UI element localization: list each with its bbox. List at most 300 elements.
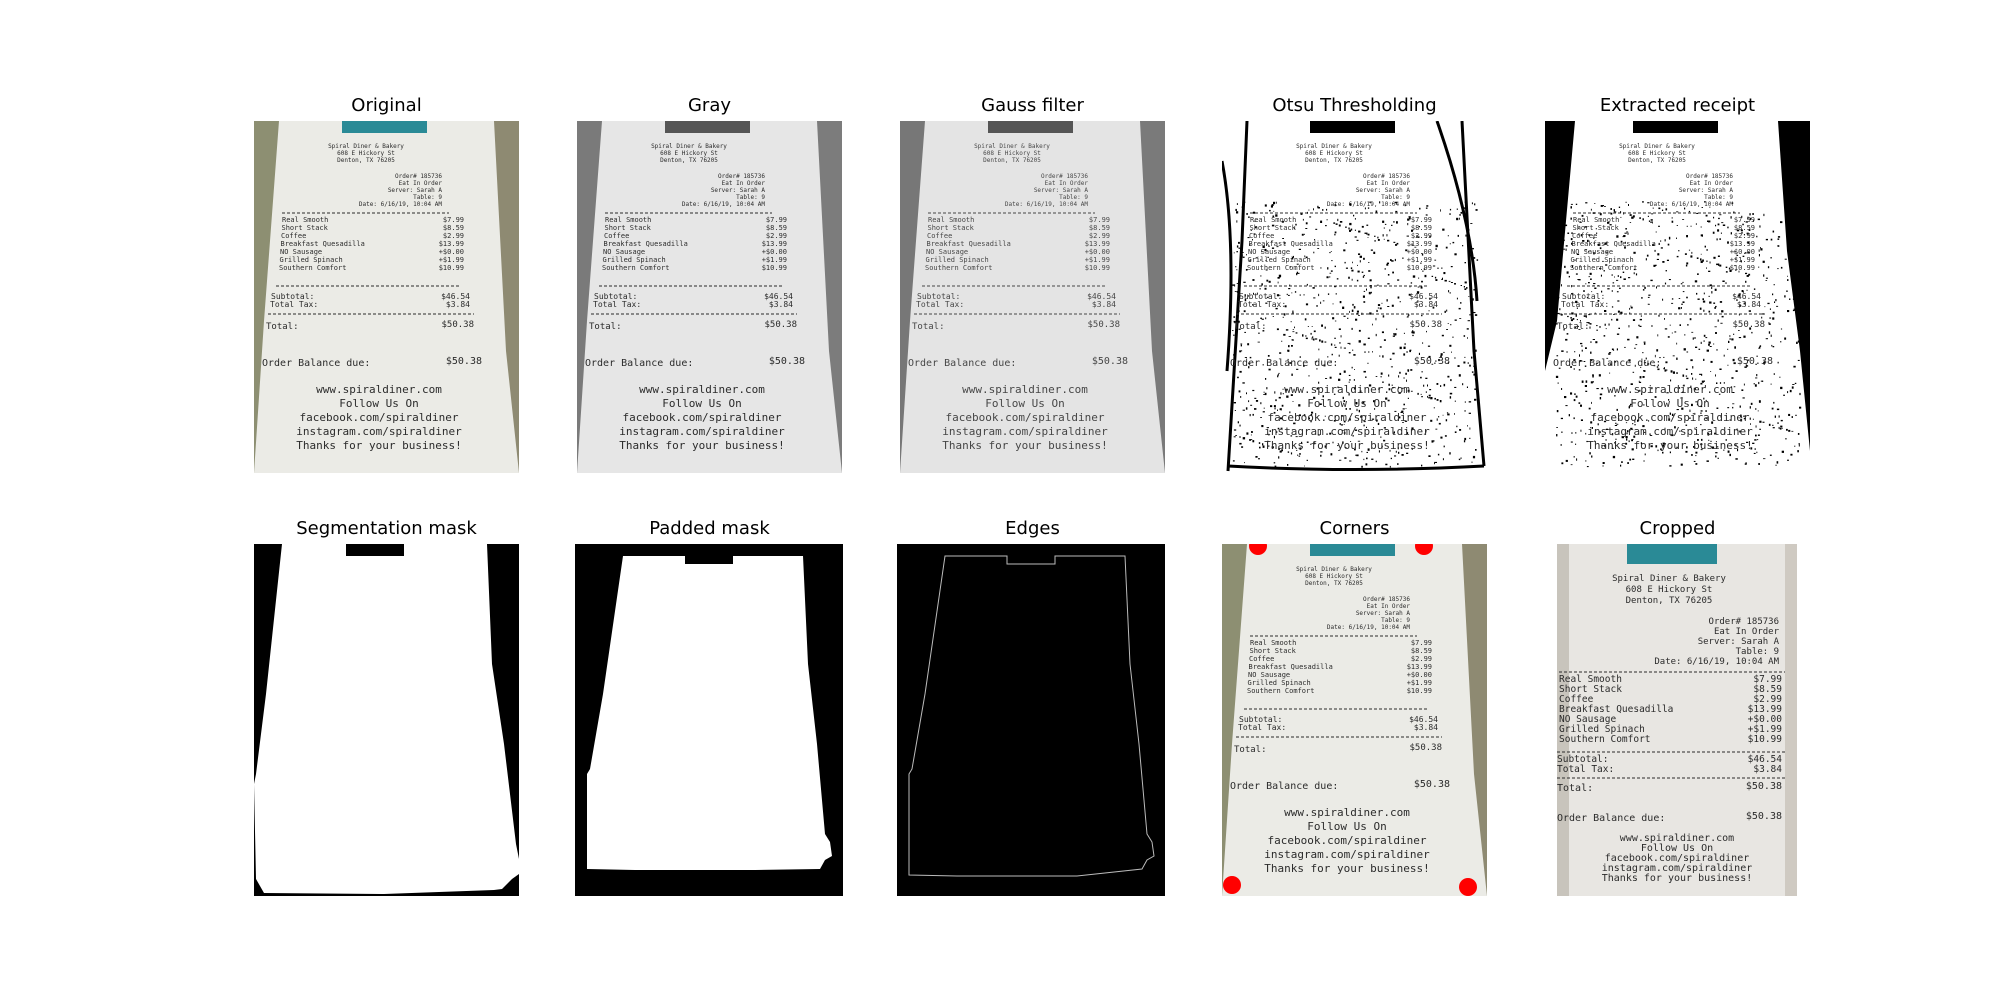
noise-speck (1472, 338, 1473, 339)
receipt-item-name: Short Stack (281, 224, 328, 232)
noise-speck (1614, 277, 1615, 278)
noise-speck (1366, 225, 1368, 226)
receipt-item-price: $8.59 (442, 224, 464, 232)
receipt-balance-label: Order Balance due: (262, 358, 371, 369)
receipt-footer-line: www.spiraldiner.com (1607, 383, 1733, 396)
receipt-item-price: +$1.99 (1729, 256, 1755, 264)
noise-speck (1738, 330, 1740, 331)
noise-speck (1711, 361, 1713, 363)
receipt-item-price: +$0.00 (1729, 248, 1755, 256)
noise-speck (1328, 293, 1329, 295)
noise-speck (1469, 401, 1471, 402)
noise-speck (1244, 202, 1245, 203)
noise-speck (1397, 463, 1399, 465)
noise-speck (1769, 424, 1771, 426)
noise-speck (1629, 325, 1630, 327)
noise-speck (1676, 358, 1677, 360)
noise-speck (1428, 455, 1430, 457)
noise-speck (1322, 209, 1323, 211)
noise-speck (1630, 222, 1631, 223)
noise-speck (1422, 371, 1423, 373)
receipt-order-info: Server: Sarah A (387, 187, 442, 194)
noise-speck (1243, 282, 1245, 283)
noise-speck (1237, 291, 1238, 293)
noise-speck (1467, 425, 1468, 426)
noise-speck (1476, 209, 1478, 211)
receipt-footer-line: Thanks for your business! (296, 439, 462, 452)
panel-title-cropped: Cropped (1639, 518, 1716, 539)
noise-speck (1262, 443, 1263, 445)
noise-speck (1444, 384, 1446, 386)
noise-speck (1406, 380, 1407, 382)
noise-speck (1776, 306, 1778, 307)
noise-speck (1796, 311, 1797, 313)
receipt-order-info: Eat In Order (1366, 180, 1410, 187)
noise-speck (1363, 459, 1364, 460)
noise-speck (1758, 463, 1760, 465)
noise-speck (1621, 217, 1622, 218)
noise-speck (1304, 294, 1305, 295)
noise-speck (1633, 372, 1635, 373)
noise-speck (1252, 390, 1254, 391)
noise-speck (1402, 454, 1404, 456)
noise-speck (1790, 220, 1792, 222)
noise-speck (1773, 346, 1775, 347)
receipt-tax-label: Total Tax: (1557, 764, 1615, 775)
noise-speck (1585, 202, 1587, 203)
noise-speck (1768, 266, 1769, 268)
receipt-order-info: Table: 9 (1381, 194, 1410, 201)
receipt-item-price: +$1.99 (761, 256, 787, 264)
noise-speck (1756, 236, 1757, 238)
noise-speck (1356, 455, 1358, 457)
noise-speck (1440, 385, 1441, 387)
noise-speck (1686, 369, 1688, 370)
noise-speck (1616, 235, 1618, 237)
noise-speck (1612, 290, 1613, 291)
padded-mask (575, 544, 843, 896)
noise-speck (1469, 242, 1471, 243)
noise-speck (1382, 221, 1384, 223)
noise-speck (1395, 211, 1397, 212)
noise-speck (1570, 317, 1571, 319)
noise-speck (1744, 384, 1745, 386)
noise-speck (1278, 373, 1279, 374)
noise-speck (1307, 284, 1308, 286)
receipt-item-name: Short Stack (604, 224, 651, 232)
noise-speck (1717, 229, 1719, 231)
noise-speck (1567, 271, 1569, 273)
noise-speck (1555, 312, 1557, 313)
noise-speck (1771, 384, 1772, 385)
noise-speck (1405, 373, 1407, 375)
noise-speck (1336, 223, 1338, 225)
noise-speck (1384, 239, 1385, 240)
receipt-footer-line: facebook.com/spiraldiner (945, 411, 1105, 424)
noise-speck (1459, 214, 1461, 215)
noise-speck (1640, 326, 1642, 327)
noise-speck (1313, 287, 1315, 289)
noise-speck (1681, 304, 1683, 305)
receipt-order-info: Date: 6/16/19, 10:04 AM (358, 201, 442, 208)
noise-speck (1325, 342, 1327, 343)
noise-speck (1393, 221, 1395, 222)
noise-speck (1761, 317, 1762, 319)
noise-speck (1368, 338, 1370, 339)
receipt-order-info: Table: 9 (1381, 617, 1410, 624)
noise-speck (1785, 206, 1786, 208)
receipt-footer-line: Follow Us On (1640, 843, 1714, 854)
noise-speck (1780, 387, 1782, 389)
noise-speck (1698, 299, 1700, 300)
noise-speck (1763, 422, 1765, 423)
panel-title-gray: Gray (687, 95, 732, 116)
noise-speck (1772, 425, 1773, 426)
receipt-item-name: Southern Comfort (1570, 264, 1638, 272)
noise-speck (1319, 339, 1321, 341)
noise-speck (1376, 334, 1377, 336)
noise-speck (1253, 212, 1255, 214)
noise-speck (1798, 433, 1800, 435)
noise-speck (1715, 456, 1716, 458)
noise-speck (1558, 383, 1559, 384)
noise-speck (1236, 211, 1238, 213)
noise-speck (1690, 255, 1692, 257)
noise-speck (1438, 454, 1439, 456)
noise-speck (1683, 291, 1685, 292)
noise-speck (1330, 377, 1332, 379)
noise-speck (1252, 440, 1254, 442)
receipt-subtotal-label: Subtotal: (917, 292, 961, 301)
noise-speck (1349, 461, 1351, 462)
noise-speck (1241, 254, 1243, 256)
noise-speck (1715, 326, 1717, 327)
noise-speck (1461, 458, 1462, 459)
noise-speck (1731, 216, 1732, 218)
noise-speck (1670, 325, 1671, 326)
noise-speck (1261, 425, 1263, 427)
noise-speck (1687, 324, 1688, 326)
receipt-item-price: +$1.99 (1084, 256, 1110, 264)
noise-speck (1601, 388, 1603, 390)
corner-marker (1223, 876, 1241, 894)
noise-speck (1239, 310, 1240, 311)
noise-speck (1291, 345, 1293, 347)
receipt-total-value: $50.38 (1732, 320, 1765, 330)
receipt-total-value: $50.38 (441, 320, 474, 330)
receipt-total-label: Total: (1557, 322, 1590, 332)
noise-speck (1434, 407, 1435, 408)
noise-speck (1269, 281, 1271, 283)
noise-speck (1371, 292, 1372, 294)
noise-speck (1689, 250, 1690, 251)
noise-speck (1575, 432, 1576, 434)
noise-speck (1758, 382, 1759, 384)
noise-speck (1703, 341, 1705, 342)
noise-speck (1446, 329, 1448, 330)
noise-speck (1587, 466, 1589, 467)
noise-speck (1574, 351, 1575, 352)
receipt-item-name: Breakfast Quesadilla (1571, 240, 1656, 248)
noise-speck (1412, 335, 1413, 336)
receipt-item-name: Real Smooth (605, 216, 652, 224)
noise-speck (1644, 460, 1645, 461)
receipt-footer-line: Follow Us On (662, 397, 742, 410)
panel-title-otsu: Otsu Thresholding (1272, 95, 1437, 116)
noise-speck (1265, 393, 1267, 395)
noise-speck (1755, 408, 1756, 409)
noise-speck (1666, 270, 1667, 271)
noise-speck (1465, 235, 1466, 237)
receipt-item-price: $2.99 (1753, 694, 1782, 705)
noise-speck (1671, 370, 1673, 372)
noise-speck (1353, 215, 1354, 217)
noise-speck (1645, 454, 1646, 456)
noise-speck (1756, 374, 1757, 376)
noise-speck (1591, 381, 1593, 383)
noise-speck (1233, 460, 1235, 461)
noise-speck (1469, 438, 1470, 439)
receipt-item-name: NO Sausage (1559, 714, 1617, 725)
noise-speck (1586, 380, 1588, 382)
receipt-header-line: Spiral Diner & Bakery (1296, 143, 1372, 150)
noise-speck (1566, 249, 1567, 251)
noise-speck (1780, 341, 1781, 342)
noise-speck (1691, 226, 1692, 227)
noise-speck (1339, 328, 1341, 330)
noise-speck (1437, 418, 1438, 420)
noise-speck (1242, 221, 1244, 223)
noise-speck (1707, 249, 1708, 251)
receipt-footer-line: Follow Us On (1307, 397, 1387, 410)
receipt-order-info: Server: Sarah A (1033, 187, 1088, 194)
noise-speck (1722, 281, 1724, 283)
noise-speck (1269, 210, 1271, 212)
noise-speck (1590, 341, 1591, 343)
receipt-item-name: Real Smooth (282, 216, 329, 224)
receipt-footer-line: facebook.com/spiraldiner (1604, 853, 1750, 864)
noise-speck (1253, 414, 1254, 416)
receipt-header-line: Denton, TX 76205 (660, 157, 718, 164)
noise-speck (1567, 333, 1569, 335)
noise-speck (1315, 229, 1317, 230)
noise-speck (1763, 274, 1764, 276)
noise-speck (1603, 462, 1605, 464)
noise-speck (1799, 443, 1800, 444)
noise-speck (1387, 306, 1389, 307)
receipt-item-price: +$1.99 (438, 256, 464, 264)
noise-speck (1472, 202, 1473, 204)
receipt-order-info: Order# 185736 (718, 173, 765, 180)
noise-speck (1638, 325, 1639, 327)
noise-speck (1703, 301, 1705, 303)
receipt-header-line: Spiral Diner & Bakery (974, 143, 1050, 150)
noise-speck (1561, 350, 1563, 352)
receipt-tax-value: $3.84 (1413, 300, 1438, 309)
noise-speck (1452, 337, 1454, 338)
noise-speck (1334, 234, 1335, 236)
noise-speck (1767, 303, 1769, 304)
noise-speck (1599, 326, 1600, 328)
receipt-order-info: Eat In Order (721, 180, 765, 187)
noise-speck (1426, 205, 1428, 207)
noise-speck (1332, 317, 1334, 319)
noise-speck (1701, 234, 1703, 236)
noise-speck (1385, 464, 1387, 466)
noise-speck (1624, 278, 1626, 280)
noise-speck (1612, 274, 1613, 276)
noise-speck (1246, 432, 1248, 434)
noise-speck (1447, 412, 1448, 413)
receipt-item-name: Breakfast Quesadilla (1248, 663, 1333, 671)
noise-speck (1663, 357, 1664, 358)
noise-speck (1425, 275, 1427, 277)
noise-speck (1454, 253, 1456, 255)
noise-speck (1352, 262, 1353, 264)
noise-speck (1561, 388, 1562, 390)
receipt-footer-line: www.spiraldiner.com (1619, 833, 1735, 844)
noise-speck (1799, 266, 1800, 267)
noise-speck (1294, 327, 1295, 329)
noise-speck (1766, 278, 1768, 279)
noise-speck (1687, 352, 1689, 353)
noise-speck (1391, 225, 1393, 226)
noise-speck (1775, 416, 1776, 418)
receipt-item-price: +$0.00 (1747, 714, 1782, 725)
receipt-item-price: $13.99 (1406, 240, 1432, 248)
noise-speck (1244, 332, 1246, 333)
noise-speck (1357, 311, 1359, 313)
noise-speck (1750, 406, 1751, 408)
noise-speck (1440, 400, 1442, 402)
noise-speck (1391, 458, 1392, 459)
noise-speck (1715, 289, 1717, 291)
noise-speck (1771, 239, 1773, 241)
noise-speck (1717, 408, 1719, 410)
receipt-order-info: Server: Sarah A (1355, 610, 1410, 617)
noise-speck (1390, 259, 1392, 261)
noise-speck (1653, 265, 1655, 267)
noise-speck (1448, 323, 1449, 324)
noise-speck (1631, 217, 1633, 219)
noise-speck (1630, 306, 1631, 307)
noise-speck (1787, 228, 1789, 229)
noise-speck (1331, 251, 1332, 252)
noise-speck (1600, 397, 1601, 399)
noise-speck (1599, 374, 1601, 376)
noise-speck (1724, 355, 1725, 357)
noise-speck (1691, 454, 1693, 456)
noise-speck (1313, 297, 1315, 298)
noise-speck (1456, 426, 1457, 428)
receipt-header-line: 608 E Hickory St (660, 150, 718, 157)
panel-title-corners: Corners (1319, 518, 1390, 539)
noise-speck (1273, 211, 1274, 212)
noise-speck (1368, 262, 1369, 263)
noise-speck (1565, 405, 1567, 406)
noise-speck (1566, 351, 1567, 352)
original-image (254, 121, 519, 473)
noise-speck (1280, 392, 1281, 394)
noise-speck (1398, 297, 1400, 299)
noise-speck (1774, 301, 1775, 303)
noise-speck (1320, 267, 1321, 268)
noise-speck (1397, 279, 1399, 280)
noise-speck (1242, 252, 1244, 253)
noise-speck (1313, 208, 1314, 210)
noise-speck (1771, 257, 1772, 259)
receipt-subtotal-value: $46.54 (764, 292, 793, 301)
noise-speck (1780, 377, 1781, 378)
noise-speck (1759, 429, 1760, 430)
noise-speck (1590, 273, 1592, 275)
receipt-tax-value: $3.84 (1091, 300, 1116, 309)
noise-speck (1407, 369, 1409, 371)
noise-speck (1629, 459, 1631, 461)
noise-speck (1723, 225, 1725, 227)
noise-speck (1590, 279, 1592, 280)
noise-speck (1556, 274, 1557, 275)
noise-speck (1718, 218, 1720, 219)
receipt-header-line: Spiral Diner & Bakery (1296, 566, 1372, 573)
noise-speck (1241, 350, 1242, 351)
noise-speck (1706, 261, 1707, 263)
noise-speck (1662, 299, 1663, 301)
receipt-balance-label: Order Balance due: (1230, 358, 1339, 369)
noise-speck (1366, 289, 1367, 291)
noise-speck (1750, 418, 1751, 420)
cropped-image (1557, 544, 1797, 896)
noise-speck (1786, 291, 1788, 292)
noise-speck (1670, 380, 1671, 382)
noise-speck (1792, 384, 1794, 385)
noise-speck (1464, 411, 1466, 412)
noise-speck (1355, 236, 1357, 237)
noise-speck (1611, 319, 1612, 321)
noise-speck (1659, 243, 1660, 245)
noise-speck (1658, 226, 1660, 227)
receipt-item-price: $13.99 (1729, 240, 1755, 248)
noise-speck (1636, 273, 1637, 275)
noise-speck (1763, 214, 1764, 216)
noise-speck (1793, 366, 1795, 368)
noise-speck (1388, 375, 1389, 377)
noise-speck (1265, 317, 1266, 319)
noise-speck (1246, 213, 1248, 215)
noise-speck (1393, 333, 1394, 335)
noise-speck (1778, 236, 1780, 238)
receipt-balance-value: $50.38 (445, 356, 482, 367)
noise-speck (1349, 230, 1351, 232)
noise-speck (1751, 403, 1753, 405)
noise-speck (1797, 201, 1799, 203)
receipt-item-name: Grilled Spinach (1570, 256, 1634, 264)
receipt-subtotal-value: $46.54 (1747, 754, 1782, 765)
noise-speck (1305, 318, 1307, 320)
noise-speck (1333, 304, 1334, 305)
panel-edges (897, 544, 1162, 896)
noise-speck (1406, 408, 1407, 409)
noise-speck (1636, 336, 1638, 338)
noise-speck (1234, 402, 1236, 403)
noise-speck (1256, 400, 1258, 402)
noise-speck (1612, 306, 1613, 307)
noise-speck (1640, 319, 1642, 320)
noise-speck (1335, 347, 1337, 348)
noise-speck (1242, 206, 1243, 208)
noise-speck (1273, 316, 1274, 317)
noise-speck (1601, 275, 1602, 277)
